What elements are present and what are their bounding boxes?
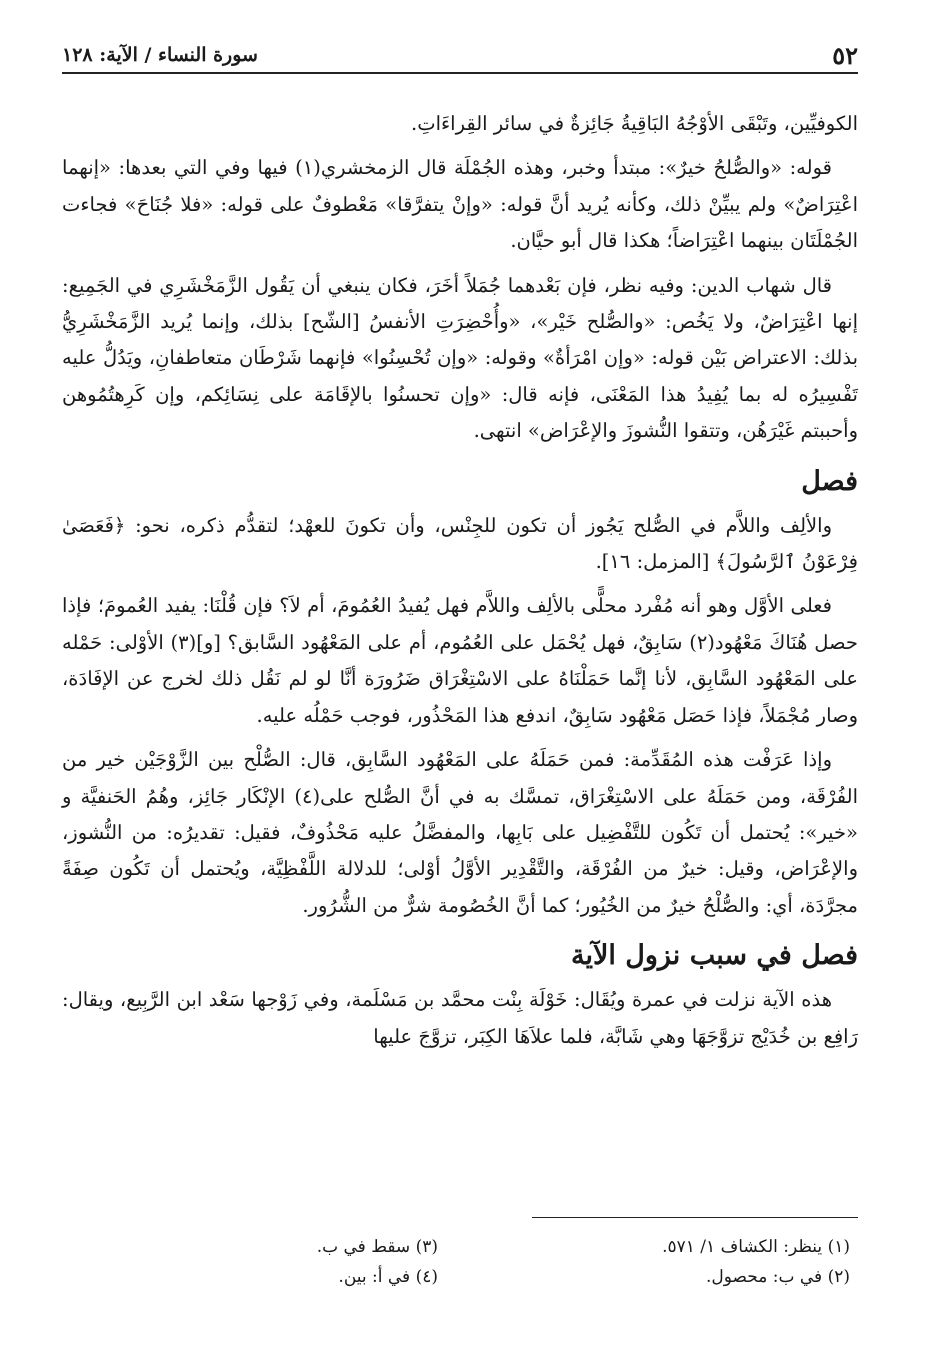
footnote-3: (٣) سقط في ب. xyxy=(316,1237,438,1257)
footnotes xyxy=(62,1232,858,1296)
running-header xyxy=(62,38,858,74)
paragraph-revelation-cause: هذه الآية نزلت في عمرة ويُقَال: خَوْلَة بِنْت محمَّد بن مَسْلَمة، وفي زَوْجها سَعْد ابن الرَّبِيع، ويقال: رَافِع بن خُدَيْج تزوَّجَهَا وهي شَابَّة، فلما علاَهَا الكِبَر، تزوَّجَ عليها xyxy=(62,988,858,1048)
surah-verse-title: سورة النساء / الآية: ١٢٨ xyxy=(62,44,258,66)
footnotes-column-right xyxy=(550,1232,850,1292)
page-number: ٥٢ xyxy=(832,40,858,70)
book-page xyxy=(62,0,858,1371)
paragraph-continuation: الكوفيِّين، وتَبْقَى الأوْجُهُ البَاقِيةُ جَائِزةٌ في سائر القِراءَاتِ. xyxy=(411,112,858,135)
footnote-1: (١) ينظر: الكشاف ١/ ٥٧١. xyxy=(662,1237,850,1257)
footnotes-column-left xyxy=(138,1232,438,1292)
paragraph-shihab-al-din: قال شهاب الدين: وفيه نظر، فإن بَعْدهما جُمَلاً أخَرَ، فكان ينبغي أن يَقُول الزَّمَخْشَرِي في الجَمِيع: إنها اعْتِرَاضٌ، ولا يَخُص: «والصُّلح خَيْر»، «وأُحْضِرَتِ الأنفسُ [الشّح] بذلك، وإنما يُريد الزَّمَخْشَرِيُّ بذلك: الاعتراض بَيْن قوله: «وإن امْرَأةٌ» وقوله: «وإن تُحْسِنُوا» فإنهما شَرْطَان متعاطفانِ، ويَدُلُّ عليه تَفْسِيرُه له بما يُفِيدُ هذا المَعْنَى، فإنه قال: «وإن تحسنُوا بالإقَامَة على نِسَائِكم، وإن كَرِهتُمُوهن وأحببتم غَيْرَهُن، وتتقوا النُّشوزَ والإعْرَاض» انتهى. xyxy=(62,273,858,443)
paragraph-alif-lam: والألِف واللاَّم في الصُّلح يَجُوز أن تكون للجِنْس، وأن تكونَ للعهْد؛ لتقدُّم ذكره، نحو: ﴿فَعَصَىٰ فِرْعَوْنُ ٱلرَّسُولَ﴾ [المزمل: ١٦]. xyxy=(62,513,858,574)
footnote-2: (٢) في ب: محصول. xyxy=(705,1267,850,1287)
paragraph-umum: فعلى الأوَّل وهو أنه مُفْرد محلًّى بالألِف واللاَّم فهل يُفيدُ العُمُومَ، أم لاَ؟ فإن قُلْنَا: يفيد العُمومَ؛ فإذا حصل هُنَاكَ مَعْهُود(٢) سَابِقٌ، فهل يُحْمَل على العُمُوم، أم على المَعْهُود السَّابق؟ [و](٣) الأوْلى: حَمْله على المَعْهُود السَّابِق، لأنا إنَّما حَمَلْنَاهُ على الاسْتِغْرَاق ضَرُورَة أنَّا لو لم نَقُل ذلك لخرج عن الإفَادَة، وصار مُجْمَلاً، فإذا حَصَل مَعْهُود سَابِقٌ، اندفع هذا المَحْذُور، فوجب حَمْلُه عليه. xyxy=(62,594,858,727)
paragraph-muqaddima: وإذا عَرَفْت هذه المُقَدِّمة: فمن حَمَلَهُ على المَعْهُود السَّابِق، قال: الصُّلْح بين الزَّوْجَيْن خير من الفُرْقَة، ومن حَمَلَهُ على الاسْتِغْرَاق، تمسَّك به في أنَّ الصُّلح على(٤) الإنْكَار جَائِز، وهُمُ الحَنفيَّة و «خير»: يُحتمل أن تَكُون للتَّفْضِيل على بَابِها، والمفضَّلُ عليه مَحْذُوفٌ، فقيل: تقديرُه: من النُّشوز، والإعْرَاض، وقيل: خيرٌ من الفُرْقَة، والتَّقْدِير الأوَّلُ أوْلى؛ للدلالة اللَّفْظِيَّة، ويُحتمل أن تَكُون صِفَةً مجرَّدَة، أي: والصُّلْحُ خيرٌ من الخُيُور؛ كما أنَّ الخُصُومة شرٌّ من الشُّرُور. xyxy=(62,748,858,917)
main-text xyxy=(62,106,858,1055)
section-heading-revelation: فصل في سبب نزول الآية xyxy=(570,940,858,972)
footnote-divider xyxy=(532,1217,858,1218)
paragraph-zamakhshari: قوله: «والصُّلحُ خيرٌ»: مبتدأ وخبر، وهذه الجُمْلَة قال الزمخشري(١) فيها وفي التي بعدها: «إنهما اعْتِرَاضٌ» ولم يبيِّنْ ذلك، وكأنه يُريد أنَّ قوله: «وإنْ يتفرَّقا» مَعْطوفٌ على قوله: «فلا جُنَاحَ» فجاءت الجُمْلَتَان بينهما اعْتِرَاضاً؛ هكذا قال أبو حيَّان. xyxy=(62,156,858,253)
footnote-4: (٤) في أ: بين. xyxy=(338,1267,438,1287)
section-heading-fasl: فصل xyxy=(801,465,858,497)
